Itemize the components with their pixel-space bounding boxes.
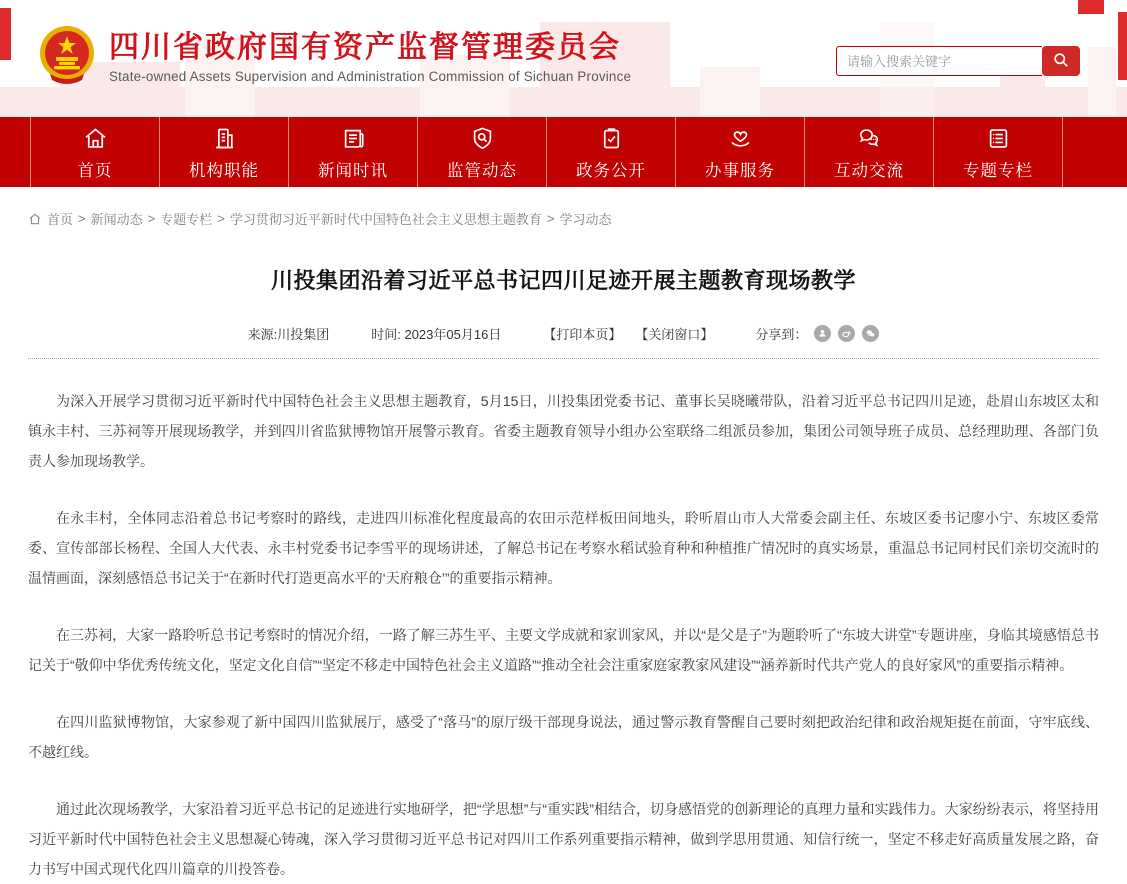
weibo-icon[interactable] [838,325,855,342]
main-nav [0,117,1127,187]
breadcrumb-separator: > [147,211,156,226]
list-icon [985,124,1012,152]
article-paragraph: 通过此次现场教学，大家沿着习近平总书记的足迹进行实地研学，把“学思想”与“重实践”相结合，切身感悟党的创新理论的真理力量和实践伟力。大家纷纷表示，将坚持用习近平新时代中国特色社会主义思想凝心铸魂，深入学习贯彻习近平总书记对四川工作系列重要指示精神，做到学思用贯通、知信行统一，坚定不移走好高质量发展之路，奋力书写中国式现代化四川篇章的川投答卷。 [28,801,1099,877]
print-page-button[interactable]: 【打印本页】 [543,327,622,342]
breadcrumb-home-icon [28,212,42,226]
article-body [28,386,1099,884]
share-label: 分享到： [755,327,808,342]
nav-item-interaction[interactable] [804,117,933,187]
search-icon [1051,50,1071,73]
skyline-decoration [0,8,11,60]
article-meta [28,324,1099,343]
article-paragraph: 在永丰村，全体同志沿着总书记考察时的路线，走进四川标准化程度最高的农田示范样板田间地头，聆听眉山市人大常委会副主任、东坡区委书记廖小宁、东坡区委常委、宣传部部长杨程、全国人大代表、永丰村党委书记李雪平的现场讲述，了解总书记在考察水稻试验育种和种植推广情况时的真实场景，重温总书记同村民们亲切交流时的温情画面，深刻感悟总书记关于“在新时代打造更高水平的‘天府粮仓’”的重要指示精神。 [28,510,1099,586]
breadcrumb-item[interactable]: 学习动态 [559,212,612,227]
share-bar [755,324,879,343]
nav-item-services[interactable] [675,117,804,187]
article [28,264,1099,884]
wechat-icon[interactable] [862,325,879,342]
qzone-icon[interactable] [814,325,831,342]
skyline-decoration [1088,47,1116,117]
nav-item-gov-disclosure[interactable] [546,117,675,187]
skyline-decoration [700,67,760,117]
skyline-decoration [1118,12,1127,80]
article-time: 时间: 2023年05月16日 [371,327,502,342]
breadcrumb-separator: > [78,211,86,226]
nav-item-home[interactable] [30,117,159,187]
breadcrumb-item[interactable]: 专题专栏 [160,212,213,227]
breadcrumb-item[interactable]: 首页 [47,212,74,227]
nav-item-label: 政务公开 [576,161,646,180]
nav-item-news[interactable] [288,117,417,187]
nav-item-special-topics[interactable] [933,117,1062,187]
nav-spacer [1062,117,1127,187]
skyline-decoration [1078,0,1104,14]
skyline-decoration [1000,69,1045,117]
breadcrumb [28,209,1127,228]
search-bar [836,46,1080,76]
nav-item-supervision[interactable] [417,117,546,187]
building-icon [211,124,238,152]
heart-hands-icon [727,124,754,152]
article-paragraph: 在四川监狱博物馆，大家参观了新中国四川监狱展厅，感受了“落马”的原厅级干部现身说法，通过警示教育警醒自己要时刻把政治纪律和政治规矩挺在前面，守牢底线、不越红线。 [28,714,1099,760]
breadcrumb-separator: > [546,211,555,226]
breadcrumb-item[interactable]: 新闻动态 [90,212,143,227]
breadcrumb-item[interactable]: 学习贯彻习近平新时代中国特色社会主义思想主题教育 [229,212,542,227]
search-button[interactable] [1042,46,1080,76]
breadcrumb-separator: > [217,211,225,226]
nav-item-label: 新闻时讯 [318,161,388,180]
search-input[interactable] [836,46,1042,76]
home-icon [82,124,109,152]
site-title: 四川省政府国有资产监督管理委员会 [109,31,621,64]
nav-item-label: 办事服务 [705,161,775,180]
article-paragraph: 为深入开展学习贯彻习近平新时代中国特色社会主义思想主题教育，5月15日，川投集团党委书记、董事长吴晓曦带队，沿着习近平总书记四川足迹，赴眉山东坡区太和镇永丰村、三苏祠等开展现场教学，并到四川省监狱博物馆开展警示教育。省委主题教育领导小组办公室联络二组派员参加，集团公司领导班子成员、总经理助理、各部门负责人参加现场教学。 [28,393,1099,469]
nav-item-label: 专题专栏 [963,161,1033,180]
site-subtitle: State-owned Assets Supervision and Administration Commission of Sichuan Province [109,69,632,84]
article-source: 来源:川投集团 [247,327,330,342]
site-header [0,0,1127,117]
nav-item-label: 首页 [77,161,113,180]
nav-item-label: 互动交流 [834,161,904,180]
clipboard-check-icon [598,124,625,152]
nav-item-label: 机构职能 [189,161,259,180]
national-emblem-logo [38,24,96,91]
nav-item-label: 监管动态 [447,161,517,180]
close-window-button[interactable]: 【关闭窗口】 [635,327,714,342]
shield-search-icon [469,124,496,152]
nav-item-functions[interactable] [159,117,288,187]
chat-bubbles-icon [856,124,883,152]
article-title: 川投集团沿着习近平总书记四川足迹开展主题教育现场教学 [270,268,856,293]
newspaper-icon [340,124,367,152]
article-paragraph: 在三苏祠，大家一路聆听总书记考察时的情况介绍，一路了解三苏生平、主要文学成就和家训家风，并以“是父是子”为题聆听了“东坡大讲堂”专题讲座，身临其境感悟总书记关于“敬仰中华优秀传统文化，坚定文化自信”“坚定不移走中国特色社会主义道路”“推动全社会注重家庭家教家风建设”“涵养新时代共产党人的良好家风”的重要指示精神。 [28,627,1099,673]
meta-divider [28,358,1099,359]
